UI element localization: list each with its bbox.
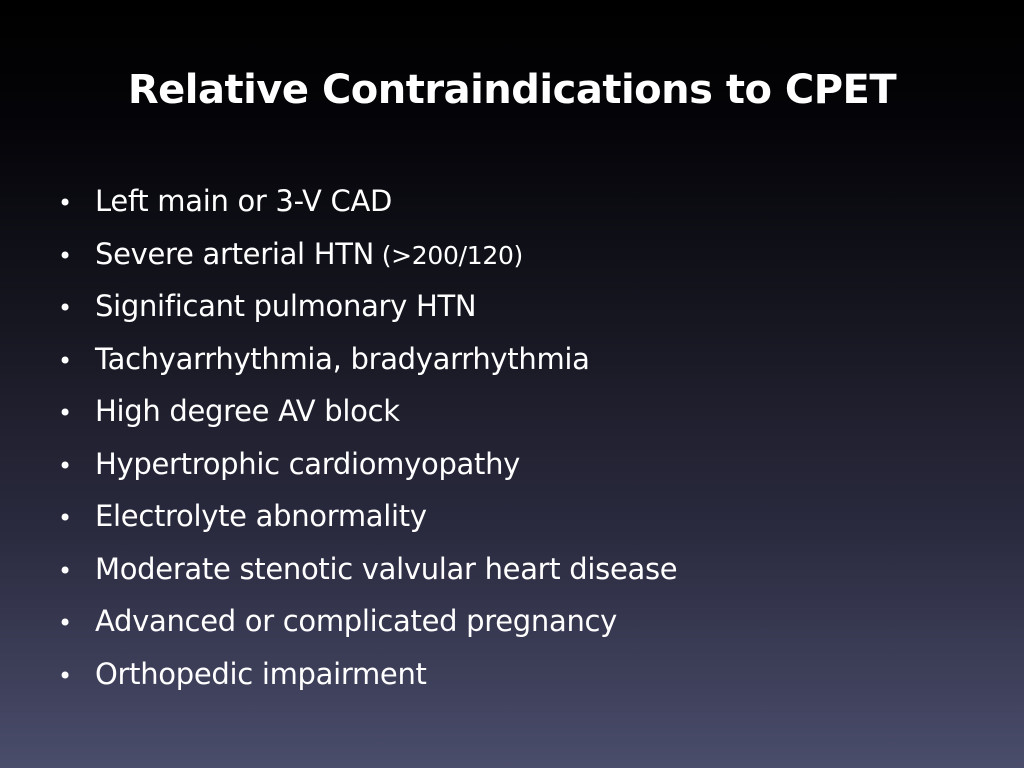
list-item [56, 596, 996, 649]
list-item-text [95, 649, 427, 701]
bullet-icon: • [58, 609, 73, 637]
list-item-text [95, 176, 392, 228]
list-item-text [95, 281, 476, 333]
list-item [56, 491, 996, 544]
bullet-icon: • [58, 661, 73, 690]
list-item [56, 281, 996, 334]
list-item [56, 176, 996, 229]
list-item-text [95, 386, 400, 438]
bullet-icon: • [58, 346, 73, 375]
list-item-label: High degree AV block [95, 394, 400, 428]
bullet-icon: • [58, 241, 73, 270]
list-item-text [95, 596, 617, 648]
list-item-label: Moderate stenotic valvular heart disease [95, 551, 678, 586]
bullet-icon: • [58, 189, 73, 217]
list-item-text [95, 229, 523, 281]
list-item-label: Significant pulmonary HTN [95, 289, 477, 323]
list-item-label: Hypertrophic cardiomyopathy [95, 446, 521, 481]
list-item-label: Severe arterial HTN [95, 236, 375, 271]
list-item-text [95, 439, 520, 491]
list-item [56, 649, 996, 702]
list-item-text [95, 334, 590, 386]
list-item [56, 229, 996, 282]
bullet-icon: • [58, 399, 73, 427]
list-item-note: (>200/120) [374, 240, 524, 270]
slide-title: Relative Contraindications to CPET [127, 67, 897, 113]
list-item-label: Advanced or complicated pregnancy [95, 604, 618, 638]
list-item-label: Left main or 3-V CAD [95, 184, 393, 218]
bullet-icon: • [58, 504, 73, 532]
list-item [56, 544, 996, 597]
list-item-label: Orthopedic impairment [95, 656, 427, 691]
list-item-text [95, 491, 427, 543]
bullet-icon: • [58, 451, 73, 480]
bullet-list [56, 176, 996, 701]
list-item-label: Tachyarrhythmia, bradyarrhythmia [95, 341, 590, 376]
list-item [56, 439, 996, 492]
list-item [56, 334, 996, 387]
list-item-text [95, 544, 677, 596]
list-item-label: Electrolyte abnormality [95, 499, 427, 533]
bullet-icon: • [58, 556, 73, 585]
list-item [56, 386, 996, 439]
bullet-icon: • [58, 294, 73, 322]
